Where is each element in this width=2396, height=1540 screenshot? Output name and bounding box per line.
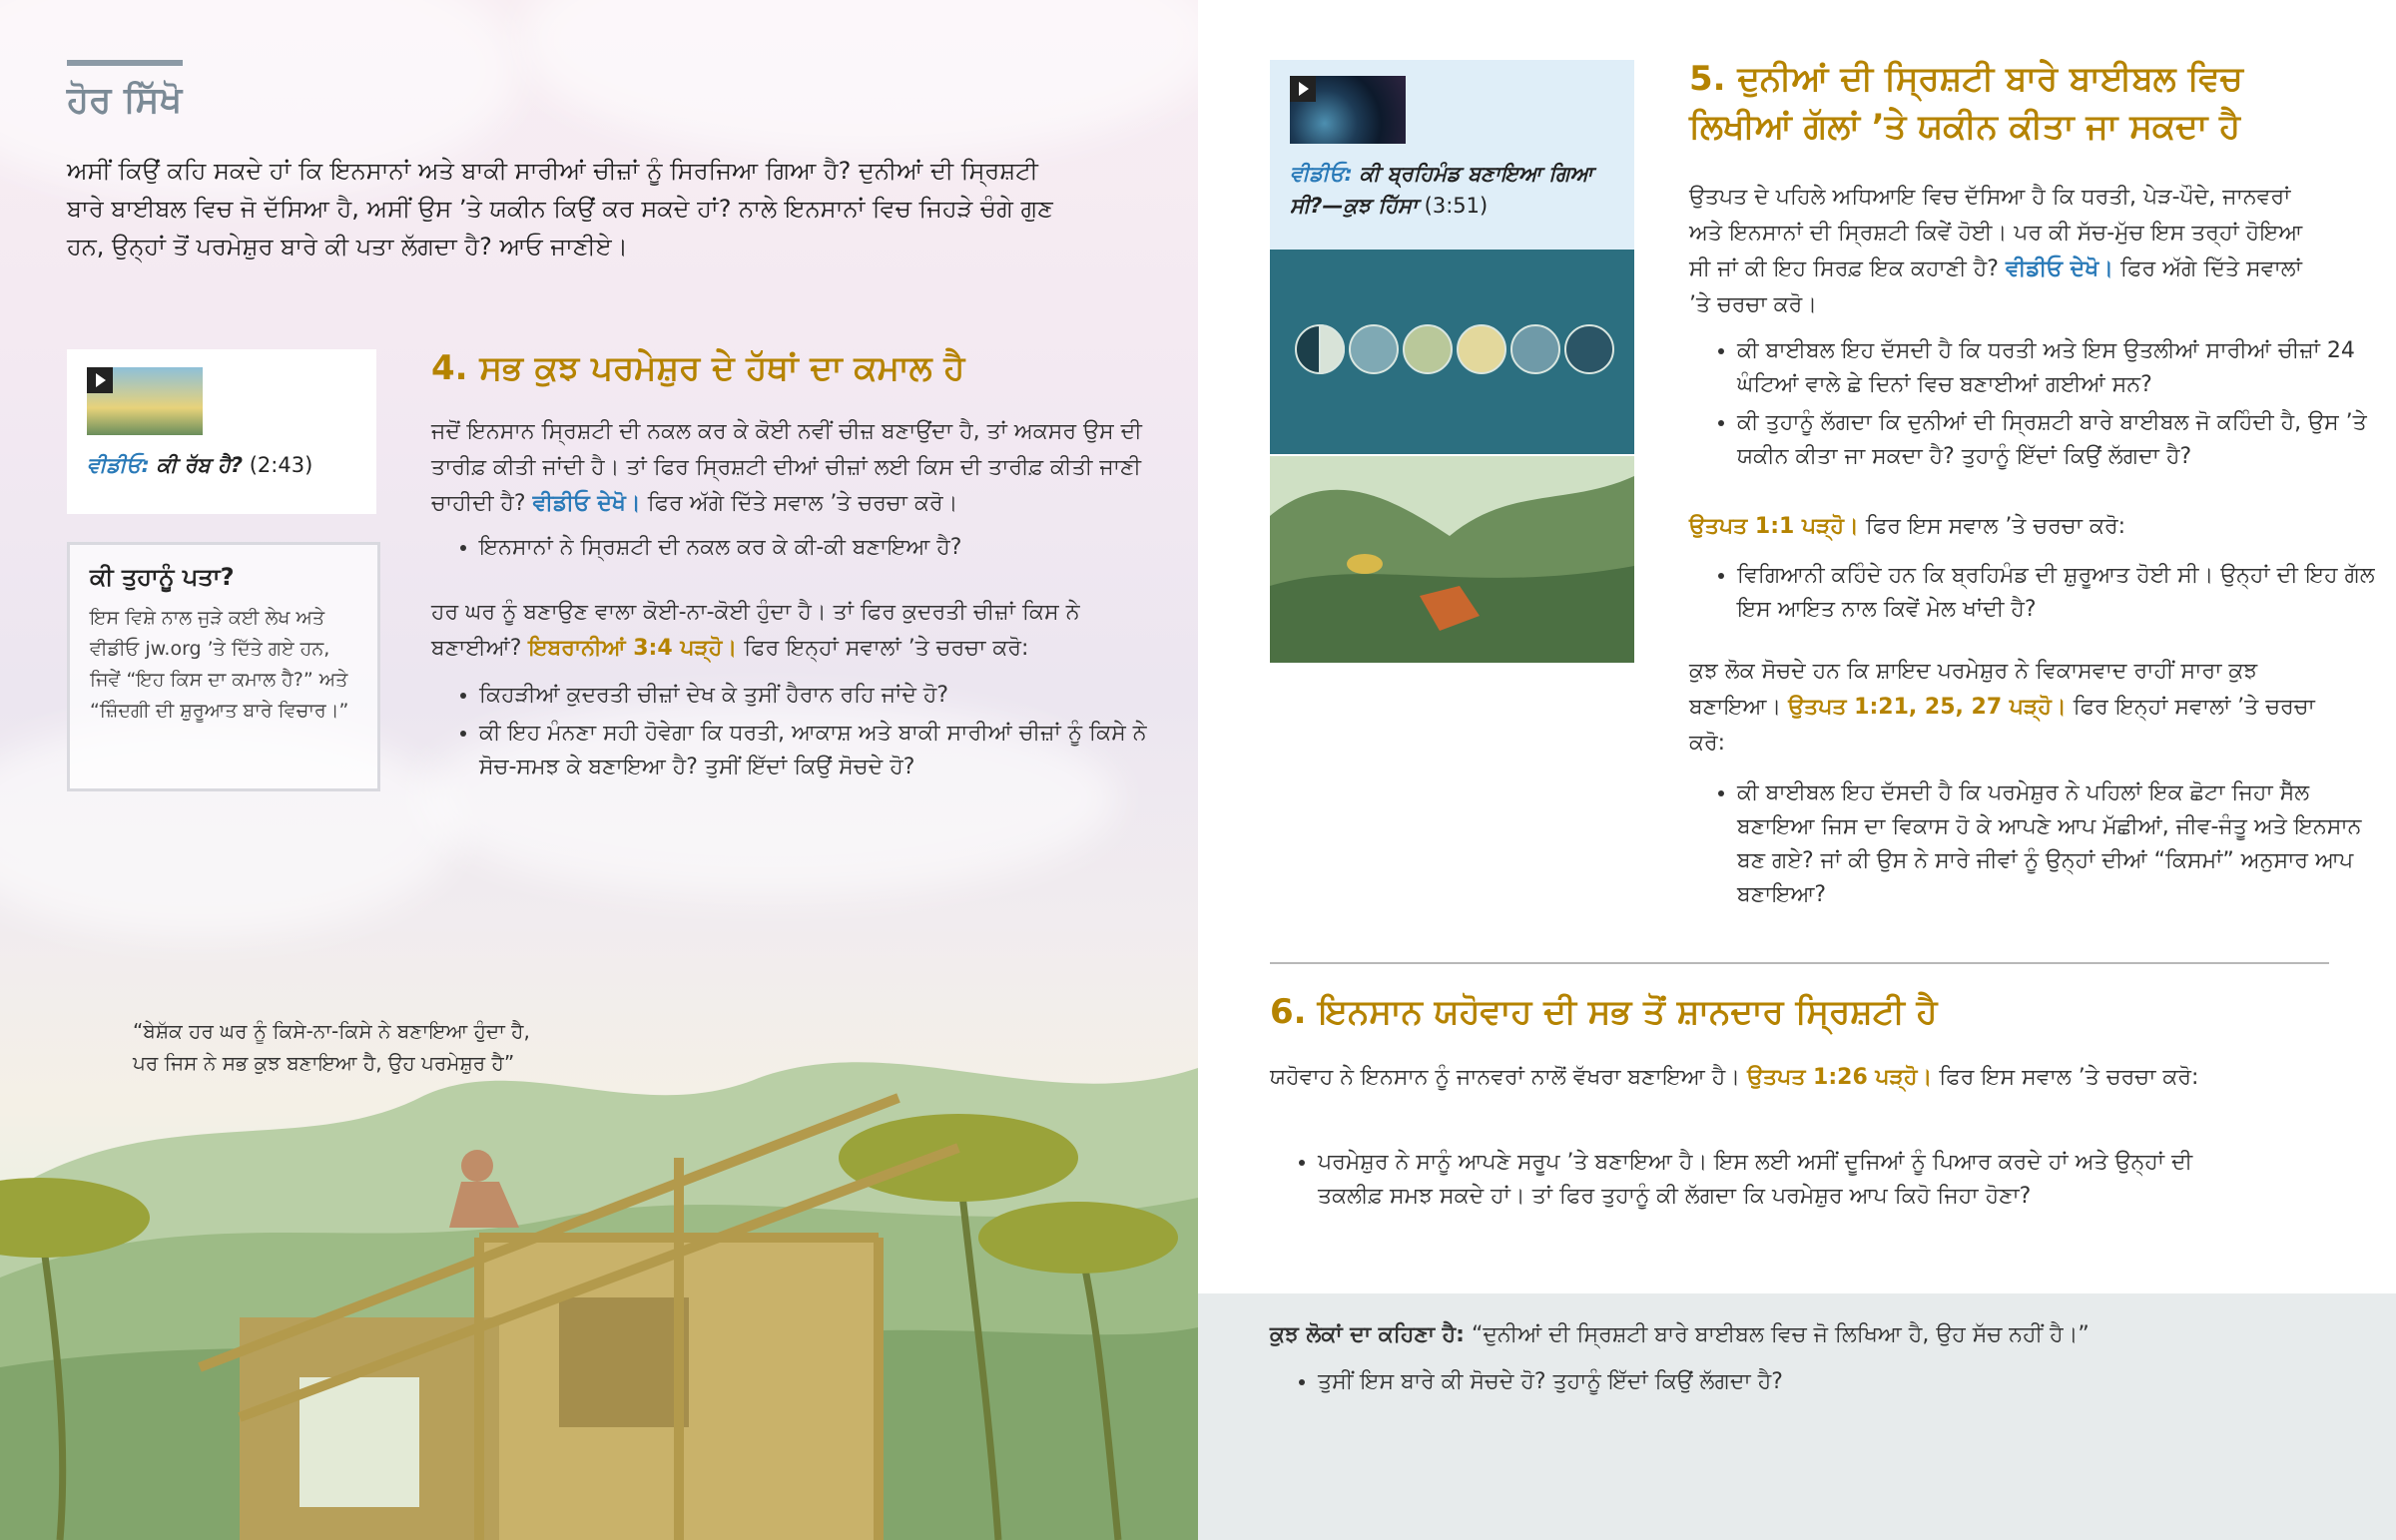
video-label[interactable]: ਵੀਡੀਓ: xyxy=(87,453,150,477)
list-item: • ਕੀ ਇਹ ਮੰਨਣਾ ਸਹੀ ਹੋਵੇਗਾ ਕਿ ਧਰਤੀ, ਆਕਾਸ਼ ਅਤੇ ਬਾਕੀ ਸਾਰੀਆਂ ਚੀਜ਼ਾਂ ਨੂੰ ਕਿਸੇ ਨੇ ਸੋਚ-ਸਮਝ ਕੇ ਬਣਾਇਆ ਹੈ? ਤੁਸੀਂ ਇੱਦਾਂ ਕਿਉਂ ਸੋਚਦੇ ਹੋ? xyxy=(479,717,1168,784)
did-you-know-box xyxy=(67,542,380,791)
scripture-reference-link[interactable]: ਉਤਪਤ 1:1 ਪੜ੍ਹੋ। xyxy=(1689,514,1859,539)
list-item: • ਕਿਹੜੀਆਂ ਕੁਦਰਤੀ ਚੀਜ਼ਾਂ ਦੇਖ ਕੇ ਤੁਸੀਂ ਹੈਰਾਨ ਰਹਿ ਜਾਂਦੇ ਹੋ? xyxy=(479,679,1168,713)
video-title[interactable]: ਕੀ ਰੱਬ ਹੈ? xyxy=(156,453,244,477)
creation-days-illustration xyxy=(1270,250,1634,454)
video-duration: (2:43) xyxy=(249,453,313,477)
section-4-paragraph-1: ਜਦੋਂ ਇਨਸਾਨ ਸ੍ਰਿਸ਼ਟੀ ਦੀ ਨਕਲ ਕਰ ਕੇ ਕੋਈ ਨਵੀਂ ਚੀਜ਼ ਬਣਾਉਂਦਾ ਹੈ, ਤਾਂ ਅਕਸਰ ਉਸ ਦੀ ਤਾਰੀਫ਼ ਕੀਤੀ ਜਾਂਦੀ ਹੈ। ਤਾਂ ਫਿਰ ਸ੍ਰਿਸ਼ਟੀ ਦੀਆਂ ਚੀਜ਼ਾਂ ਲਈ ਕਿਸ ਦੀ ਤਾਰੀਫ਼ ਕੀਤੀ ਜਾਣੀ ਚਾਹੀਦੀ ਹੈ? ਵੀਡੀਓ ਦੇਖੋ। ਫਿਰ ਅੱਗੇ ਦਿੱਤੇ ਸਵਾਲ ’ਤੇ ਚਰਚਾ ਕਰੋ। xyxy=(431,419,1142,516)
some-people-say-label: ਕੁਝ ਲੋਕਾਂ ਦਾ ਕਹਿਣਾ ਹੈ: xyxy=(1270,1322,1465,1347)
list-item: • ਕੀ ਬਾਈਬਲ ਇਹ ਦੱਸਦੀ ਹੈ ਕਿ ਪਰਮੇਸ਼ੁਰ ਨੇ ਪਹਿਲਾਂ ਇਕ ਛੋਟਾ ਜਿਹਾ ਸੈੱਲ ਬਣਾਇਆ ਜਿਸ ਦਾ ਵਿਕਾਸ ਹੋ ਕੇ ਆਪਣੇ ਆਪ ਮੱਛੀਆਂ, ਜੀਵ-ਜੰਤੂ ਅਤੇ ਇਨਸਾਨ ਬਣ ਗਏ? ਜਾਂ ਕੀ ਉਸ ਨੇ ਸਾਰੇ ਜੀਵਾਂ ਨੂੰ ਉਨ੍ਹਾਂ ਦੀਆਂ “ਕਿਸਮਾਂ” ਅਨੁਸਾਰ ਆਪ ਬਣਾਇਆ? xyxy=(1737,776,2386,912)
house-building-illustration xyxy=(0,898,1198,1540)
section-5-bullets-2 xyxy=(1689,559,2376,631)
play-icon[interactable] xyxy=(87,367,113,393)
cloud xyxy=(519,0,1198,160)
scripture-reference-link[interactable]: ਉਤਪਤ 1:26 ਪੜ੍ਹੋ। xyxy=(1747,1065,1933,1090)
video-thumbnail[interactable] xyxy=(1290,76,1406,144)
section-5-paragraph-3: ਕੁਝ ਲੋਕ ਸੋਚਦੇ ਹਨ ਕਿ ਸ਼ਾਇਦ ਪਰਮੇਸ਼ੁਰ ਨੇ ਵਿਕਾਸਵਾਦ ਰਾਹੀਂ ਸਾਰਾ ਕੁਝ ਬਣਾਇਆ। ਉਤਪਤ 1:21, 25, 27 ਪੜ੍ਹੋ। ਫਿਰ ਇਨ੍ਹਾਂ ਸਵਾਲਾਂ ’ਤੇ ਚਰਚਾ ਕਰੋ: xyxy=(1689,659,2315,756)
section-5-bullets-3 xyxy=(1689,776,2386,916)
section-4-heading: 4. ਸਭ ਕੁਝ ਪਰਮੇਸ਼ੁਰ ਦੇ ਹੱਥਾਂ ਦਾ ਕਮਾਲ ਹੈ xyxy=(431,348,965,388)
section-4-paragraph-2: ਹਰ ਘਰ ਨੂੰ ਬਣਾਉਣ ਵਾਲਾ ਕੋਈ-ਨਾ-ਕੋਈ ਹੁੰਦਾ ਹੈ। ਤਾਂ ਫਿਰ ਕੁਦਰਤੀ ਚੀਜ਼ਾਂ ਕਿਸ ਨੇ ਬਣਾਈਆਂ? ਇਬਰਾਨੀਆਂ 3:4 ਪੜ੍ਹੋ। ਫਿਰ ਇਨ੍ਹਾਂ ਸਵਾਲਾਂ ’ਤੇ ਚਰਚਾ ਕਰੋ: xyxy=(431,600,1080,661)
animals-illustration xyxy=(1270,456,1634,663)
list-item: • ਤੁਸੀਂ ਇਸ ਬਾਰੇ ਕੀ ਸੋਚਦੇ ਹੋ? ਤੁਹਾਨੂੰ ਇੱਦਾਂ ਕਿਉਂ ਲੱਗਦਾ ਹੈ? xyxy=(1318,1365,2376,1399)
section-4-bullets-1 xyxy=(431,531,1158,569)
video-thumbnail[interactable] xyxy=(87,367,203,435)
heading-rule xyxy=(67,60,183,66)
play-icon[interactable] xyxy=(1290,76,1316,102)
video-card-1[interactable] xyxy=(67,349,376,514)
video-caption[interactable] xyxy=(87,449,376,481)
list-item: • ਇਨਸਾਨਾਂ ਨੇ ਸ੍ਰਿਸ਼ਟੀ ਦੀ ਨਕਲ ਕਰ ਕੇ ਕੀ-ਕੀ ਬਣਾਇਆ ਹੈ? xyxy=(479,531,1158,565)
intro-paragraph: ਅਸੀਂ ਕਿਉਂ ਕਹਿ ਸਕਦੇ ਹਾਂ ਕਿ ਇਨਸਾਨਾਂ ਅਤੇ ਬਾਕੀ ਸਾਰੀਆਂ ਚੀਜ਼ਾਂ ਨੂੰ ਸਿਰਜਿਆ ਗਿਆ ਹੈ? ਦੁਨੀਆਂ ਦੀ ਸ੍ਰਿਸ਼ਟੀ ਬਾਰੇ ਬਾਈਬਲ ਵਿਚ ਜੋ ਦੱਸਿਆ ਹੈ, ਅਸੀਂ ਉਸ ’ਤੇ ਯਕੀਨ ਕਿਉਂ ਕਰ ਸਕਦੇ ਹਾਂ? ਨਾਲੇ ਇਨਸਾਨਾਂ ਵਿਚ ਜਿਹੜੇ ਚੰਗੇ ਗੁਣ ਹਨ, ਉਨ੍ਹਾਂ ਤੋਂ ਪਰਮੇਸ਼ੁਰ ਬਾਰੇ ਕੀ ਪਤਾ ਲੱਗਦਾ ਹੈ? ਆਓ ਜਾਣੀਏ। xyxy=(67,157,1053,260)
list-item: • ਪਰਮੇਸ਼ੁਰ ਨੇ ਸਾਨੂੰ ਆਪਣੇ ਸਰੂਪ ’ਤੇ ਬਣਾਇਆ ਹੈ। ਇਸ ਲਈ ਅਸੀਂ ਦੂਜਿਆਂ ਨੂੰ ਪਿਆਰ ਕਰਦੇ ਹਾਂ ਅਤੇ ਉਨ੍ਹਾਂ ਦੀ ਤਕਲੀਫ਼ ਸਮਝ ਸਕਦੇ ਹਾਂ। ਤਾਂ ਫਿਰ ਤੁਹਾਨੂੰ ਕੀ ਲੱਗਦਾ ਕਿ ਪਰਮੇਸ਼ੁਰ ਆਪ ਕਿਹੋ ਜਿਹਾ ਹੋਣਾ? xyxy=(1318,1146,2216,1214)
page-title: ਹੋਰ ਸਿੱਖੋ xyxy=(67,80,183,121)
video-title[interactable]: ਕੀ ਬ੍ਰਹਿਮੰਡ ਬਣਾਇਆ ਗਿਆ ਸੀ?—ਕੁਝ ਹਿੱਸਾ xyxy=(1290,162,1593,218)
section-6-heading: 6. ਇਨਸਾਨ ਯਹੋਵਾਹ ਦੀ ਸਭ ਤੋਂ ਸ਼ਾਨਦਾਰ ਸ੍ਰਿਸ਼ਟੀ ਹੈ xyxy=(1270,992,1938,1032)
watch-video-link[interactable]: ਵੀਡੀਓ ਦੇਖੋ। xyxy=(532,491,641,516)
scripture-quote: “ਬੇਸ਼ੱਕ ਹਰ ਘਰ ਨੂੰ ਕਿਸੇ-ਨਾ-ਕਿਸੇ ਨੇ ਬਣਾਇਆ ਹੁੰਦਾ ਹੈ, ਪਰ ਜਿਸ ਨੇ ਸਭ ਕੁਝ ਬਣਾਇਆ ਹੈ, ਉਹ ਪਰਮੇਸ਼ੁਰ ਹੈ” xyxy=(133,1019,530,1075)
section-6-paragraph-1: ਯਹੋਵਾਹ ਨੇ ਇਨਸਾਨ ਨੂੰ ਜਾਨਵਰਾਂ ਨਾਲੋਂ ਵੱਖਰਾ ਬਣਾਇਆ ਹੈ। ਉਤਪਤ 1:26 ਪੜ੍ਹੋ। ਫਿਰ ਇਸ ਸਵਾਲ ’ਤੇ ਚਰਚਾ ਕਰੋ: xyxy=(1270,1065,2199,1090)
section-5-heading: 5. ਦੁਨੀਆਂ ਦੀ ਸ੍ਰਿਸ਼ਟੀ ਬਾਰੇ ਬਾਈਬਲ ਵਿਚ ਲਿਖੀਆਂ ਗੱਲਾਂ ’ਤੇ ਯਕੀਨ ਕੀਤਾ ਜਾ ਸਕਦਾ ਹੈ xyxy=(1689,59,2243,147)
list-item: • ਕੀ ਬਾਈਬਲ ਇਹ ਦੱਸਦੀ ਹੈ ਕਿ ਧਰਤੀ ਅਤੇ ਇਸ ਉਤਲੀਆਂ ਸਾਰੀਆਂ ਚੀਜ਼ਾਂ 24 ਘੰਟਿਆਂ ਵਾਲੇ ਛੇ ਦਿਨਾਂ ਵਿਚ ਬਣਾਈਆਂ ਗਈਆਂ ਸਨ? xyxy=(1737,334,2376,402)
section-5-paragraph-1: ਉਤਪਤ ਦੇ ਪਹਿਲੇ ਅਧਿਆਇ ਵਿਚ ਦੱਸਿਆ ਹੈ ਕਿ ਧਰਤੀ, ਪੇੜ-ਪੌਦੇ, ਜਾਨਵਰਾਂ ਅਤੇ ਇਨਸਾਨਾਂ ਦੀ ਸ੍ਰਿਸ਼ਟੀ ਕਿਵੇਂ ਹੋਈ। ਪਰ ਕੀ ਸੱਚ-ਮੁੱਚ ਇਸ ਤਰ੍ਹਾਂ ਹੋਇਆ ਸੀ ਜਾਂ ਕੀ ਇਹ ਸਿਰਫ਼ ਇਕ ਕਹਾਣੀ ਹੈ? ਵੀਡੀਓ ਦੇਖੋ। ਫਿਰ ਅੱਗੇ ਦਿੱਤੇ ਸਵਾਲਾਂ ’ਤੇ ਚਰਚਾ ਕਰੋ। xyxy=(1689,185,2303,317)
list-item: • ਵਿਗਿਆਨੀ ਕਹਿੰਦੇ ਹਨ ਕਿ ਬ੍ਰਹਿਮੰਡ ਦੀ ਸ਼ੁਰੂਆਤ ਹੋਈ ਸੀ। ਉਨ੍ਹਾਂ ਦੀ ਇਹ ਗੱਲ ਇਸ ਆਇਤ ਨਾਲ ਕਿਵੇਂ ਮੇਲ ਖਾਂਦੀ ਹੈ? xyxy=(1737,559,2376,627)
section-divider xyxy=(1270,962,2329,964)
list-item: • ਕੀ ਤੁਹਾਨੂੰ ਲੱਗਦਾ ਕਿ ਦੁਨੀਆਂ ਦੀ ਸ੍ਰਿਸ਼ਟੀ ਬਾਰੇ ਬਾਈਬਲ ਜੋ ਕਹਿੰਦੀ ਹੈ, ਉਸ ’ਤੇ ਯਕੀਨ ਕੀਤਾ ਜਾ ਸਕਦਾ ਹੈ? ਤੁਹਾਨੂੰ ਇੱਦਾਂ ਕਿਉਂ ਲੱਗਦਾ ਹੈ? xyxy=(1737,406,2376,474)
video-caption[interactable] xyxy=(1290,158,1624,222)
some-people-say-bullets xyxy=(1270,1365,2376,1403)
section-5-paragraph-2: ਉਤਪਤ 1:1 ਪੜ੍ਹੋ। ਫਿਰ ਇਸ ਸਵਾਲ ’ਤੇ ਚਰਚਾ ਕਰੋ: xyxy=(1689,514,2126,539)
watch-video-link[interactable]: ਵੀਡੀਓ ਦੇਖੋ। xyxy=(2005,257,2114,281)
video-label[interactable]: ਵੀਡੀਓ: xyxy=(1290,162,1353,186)
scripture-reference-link[interactable]: ਇਬਰਾਨੀਆਂ 3:4 ਪੜ੍ਹੋ। xyxy=(528,636,738,661)
section-5-bullets-1 xyxy=(1689,334,2376,478)
did-you-know-title: ਕੀ ਤੁਹਾਨੂੰ ਪਤਾ? xyxy=(90,563,235,591)
video-card-2[interactable] xyxy=(1270,60,1634,250)
scripture-reference-link[interactable]: ਉਤਪਤ 1:21, 25, 27 ਪੜ੍ਹੋ। xyxy=(1788,695,2067,720)
section-4-bullets-2 xyxy=(431,679,1168,788)
did-you-know-text: ਇਸ ਵਿਸ਼ੇ ਨਾਲ ਜੁੜੇ ਕਈ ਲੇਖ ਅਤੇ ਵੀਡੀਓ jw.org ’ਤੇ ਦਿੱਤੇ ਗਏ ਹਨ, ਜਿਵੇਂ “ਇਹ ਕਿਸ ਦਾ ਕਮਾਲ ਹੈ?” ਅਤੇ “ਜ਼ਿੰਦਗੀ ਦੀ ਸ਼ੁਰੂਆਤ ਬਾਰੇ ਵਿਚਾਰ।” xyxy=(90,607,349,722)
some-people-say-text: ਕੁਝ ਲੋਕਾਂ ਦਾ ਕਹਿਣਾ ਹੈ: “ਦੁਨੀਆਂ ਦੀ ਸ੍ਰਿਸ਼ਟੀ ਬਾਰੇ ਬਾਈਬਲ ਵਿਚ ਜੋ ਲਿਖਿਆ ਹੈ, ਉਹ ਸੱਚ ਨਹੀਂ ਹੈ।” xyxy=(1270,1322,2090,1347)
some-people-say-box xyxy=(1198,1293,2396,1540)
section-6-bullets xyxy=(1270,1146,2216,1218)
video-duration: (3:51) xyxy=(1424,194,1489,218)
